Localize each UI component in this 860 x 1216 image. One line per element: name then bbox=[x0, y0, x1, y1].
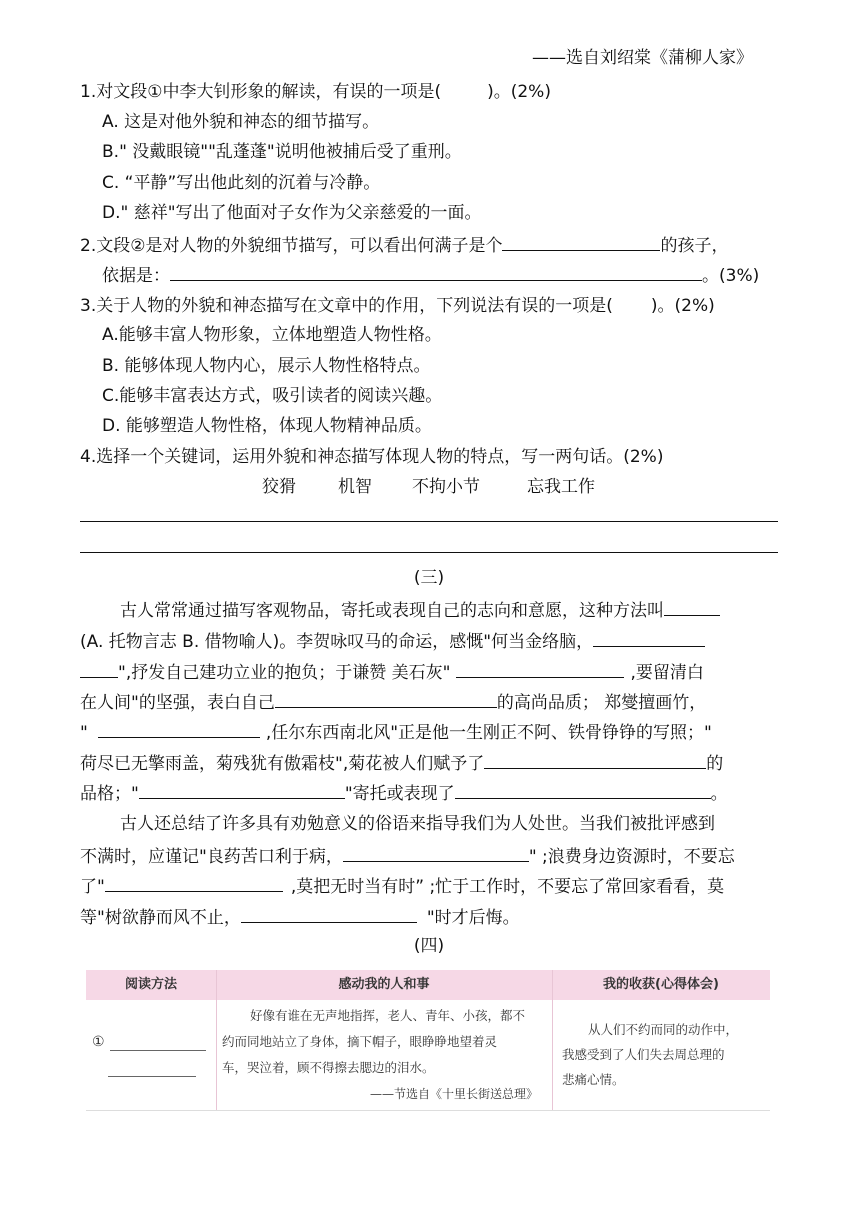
s3-text: "寄托或表现了 bbox=[344, 784, 455, 804]
method-blank-1[interactable] bbox=[110, 1050, 206, 1051]
harvest-line-2: 我感受到了人们失去周总理的 bbox=[562, 1047, 725, 1062]
s3-line-8: 古人还总结了许多具有劝勉意义的俗语来指导我们为人处世。当我们被批评感到 bbox=[120, 814, 715, 834]
s3-line-2 bbox=[80, 628, 705, 654]
table-header-story: 感动我的人和事 bbox=[338, 977, 430, 992]
s3-text: 的 bbox=[706, 754, 724, 774]
s3-line-3 bbox=[80, 659, 704, 685]
method-blank-2[interactable] bbox=[108, 1076, 196, 1077]
s3-line-7 bbox=[80, 780, 728, 806]
reading-method-table bbox=[86, 970, 770, 1110]
passage-line-1: 好像有谁在无声地指挥，老人、青年、小孩，都不 bbox=[250, 1008, 526, 1023]
answer-line-1[interactable] bbox=[80, 521, 778, 522]
s3-blank-proverb-1[interactable] bbox=[343, 843, 529, 862]
question-3-option-a: A.能够丰富人物形象，立体地塑造人物性格。 bbox=[102, 325, 442, 345]
s3-line-4 bbox=[80, 689, 706, 715]
s3-line-9 bbox=[80, 843, 735, 869]
s3-text: "时才后悔。 bbox=[426, 908, 520, 928]
passage-line-3: 车，哭泣着，顾不得擦去腮边的泪水。 bbox=[222, 1060, 435, 1075]
keyword-3: 不拘小节 bbox=[412, 477, 480, 497]
s3-blank-poem-2[interactable] bbox=[456, 659, 624, 678]
s3-text: 品格；" bbox=[80, 784, 139, 804]
question-3-option-d: D. 能够塑造人物性格，体现人物精神品质。 bbox=[102, 416, 432, 436]
s3-text: 等"树欲静而风不止， bbox=[80, 908, 241, 928]
keyword-1: 狡猾 bbox=[262, 477, 296, 497]
question-1-option-c: C. “平静”写出他此刻的沉着与冷静。 bbox=[102, 173, 381, 193]
s3-line-11 bbox=[80, 904, 520, 930]
keyword-2: 机智 bbox=[338, 477, 372, 497]
s3-text: 荷尽已无擎雨盖，菊残犹有傲霜枝",菊花被人们赋予了 bbox=[80, 754, 485, 774]
question-1-option-b: B." 没戴眼镜""乱蓬蓬"说明他被捕后受了重刑。 bbox=[102, 142, 462, 162]
s3-text: 在人间"的坚强，表白自己 bbox=[80, 693, 275, 713]
harvest-line-3: 悲痛心情。 bbox=[562, 1072, 625, 1087]
s3-blank-method[interactable] bbox=[664, 597, 720, 616]
source-citation: ——选自刘绍棠《蒲柳人家》 bbox=[532, 48, 753, 68]
passage-line-2: 约而同地站立了身体，摘下帽子，眼睁睁地望着灵 bbox=[222, 1034, 498, 1049]
s3-blank-poem-1b[interactable] bbox=[80, 659, 118, 678]
s3-blank-quality-1[interactable] bbox=[275, 689, 497, 708]
question-1-option-d: D." 慈祥"写出了他面对子女作为父亲慈爱的一面。 bbox=[102, 203, 482, 223]
question-1-answer-parens[interactable] bbox=[441, 79, 487, 97]
s3-text: ,要留清白 bbox=[630, 663, 704, 683]
row-marker: ① bbox=[92, 1034, 105, 1050]
s3-line-6 bbox=[80, 750, 723, 776]
harvest-line-1: 从人们不约而同的动作中， bbox=[588, 1022, 739, 1037]
question-2-blank-character[interactable] bbox=[502, 232, 660, 251]
s3-blank-quality-2[interactable] bbox=[484, 750, 706, 769]
s3-blank-poem-3[interactable] bbox=[98, 719, 260, 738]
s3-text: " bbox=[80, 723, 88, 743]
s3-text: ",抒发自己建功立业的抱负；于谦赞 美石灰" bbox=[118, 663, 451, 683]
s3-line-1 bbox=[120, 597, 720, 623]
s3-text: 了" bbox=[80, 877, 105, 897]
s3-text: 不满时，应谨记"良药苦口利于病， bbox=[80, 847, 343, 867]
question-3-option-c: C.能够丰富表达方式，吸引读者的阅读兴趣。 bbox=[102, 386, 443, 406]
s3-text: 的高尚品质； 郑燮擅画竹， bbox=[496, 693, 707, 713]
section-3-title: (三) bbox=[413, 568, 445, 588]
answer-line-2[interactable] bbox=[80, 552, 778, 553]
passage-source: ——节选自《十里长街送总理》 bbox=[370, 1087, 539, 1101]
s3-line-10 bbox=[80, 873, 724, 899]
s3-text: 。 bbox=[710, 784, 728, 804]
question-2-text-a: 2.文段②是对人物的外貌细节描写，可以看出何满子是个 bbox=[80, 236, 503, 256]
s3-text: ,任尔东西南北风"正是他一生刚正不阿、铁骨铮铮的写照；" bbox=[265, 723, 712, 743]
question-3-score: )。(2%) bbox=[650, 296, 715, 316]
s3-blank-poem-4[interactable] bbox=[139, 780, 345, 799]
question-4-stem: 4.选择一个关键词，运用外貌和神态描写体现人物的特点，写一两句话。(2%) bbox=[80, 447, 664, 467]
table-header-method: 阅读方法 bbox=[124, 977, 177, 992]
s3-text: 古人常常通过描写客观物品，寄托或表现自己的志向和意愿，这种方法叫 bbox=[120, 601, 664, 621]
question-3-stem-text: 3.关于人物的外貌和神态描写在文章中的作用，下列说法有误的一项是( bbox=[80, 296, 613, 316]
keyword-4: 忘我工作 bbox=[527, 477, 595, 497]
question-1-stem bbox=[80, 79, 551, 104]
question-1-score: )。(2%) bbox=[487, 82, 551, 102]
question-2-line-2 bbox=[102, 262, 759, 288]
s3-text: " ;浪费身边资源时，不要忘 bbox=[528, 847, 735, 867]
question-3-answer-parens[interactable] bbox=[613, 293, 651, 311]
question-2-blank-basis[interactable] bbox=[170, 262, 702, 281]
question-1-stem-text: 1.对文段①中李大钊形象的解读，有误的一项是( bbox=[80, 82, 442, 102]
s3-blank-proverb-3[interactable] bbox=[241, 904, 417, 923]
question-1-option-a: A. 这是对他外貌和神态的细节描写。 bbox=[102, 112, 380, 132]
s3-blank-proverb-2[interactable] bbox=[105, 873, 283, 892]
table-header-harvest: 我的收获(心得体会) bbox=[603, 977, 719, 992]
question-2-score: 。(3%) bbox=[702, 266, 760, 286]
question-2-text-c: 依据是： bbox=[102, 266, 170, 286]
s3-text: ,莫把无时当有时” ;忙于工作时，不要忘了常回家看看，莫 bbox=[290, 877, 725, 897]
s3-blank-poem-1a[interactable] bbox=[593, 628, 705, 647]
s3-text: (A. 托物言志 B. 借物喻人)。李贺咏叹马的命运，感慨"何当金络脑， bbox=[80, 632, 594, 652]
question-2-text-b: 的孩子， bbox=[660, 236, 729, 256]
s3-blank-meaning[interactable] bbox=[455, 780, 711, 799]
question-3-stem bbox=[80, 293, 715, 318]
section-4-title: (四) bbox=[413, 936, 445, 956]
question-3-option-b: B. 能够体现人物内心，展示人物性格特点。 bbox=[102, 356, 431, 376]
question-2-line-1 bbox=[80, 232, 728, 258]
s3-line-5 bbox=[80, 719, 712, 745]
